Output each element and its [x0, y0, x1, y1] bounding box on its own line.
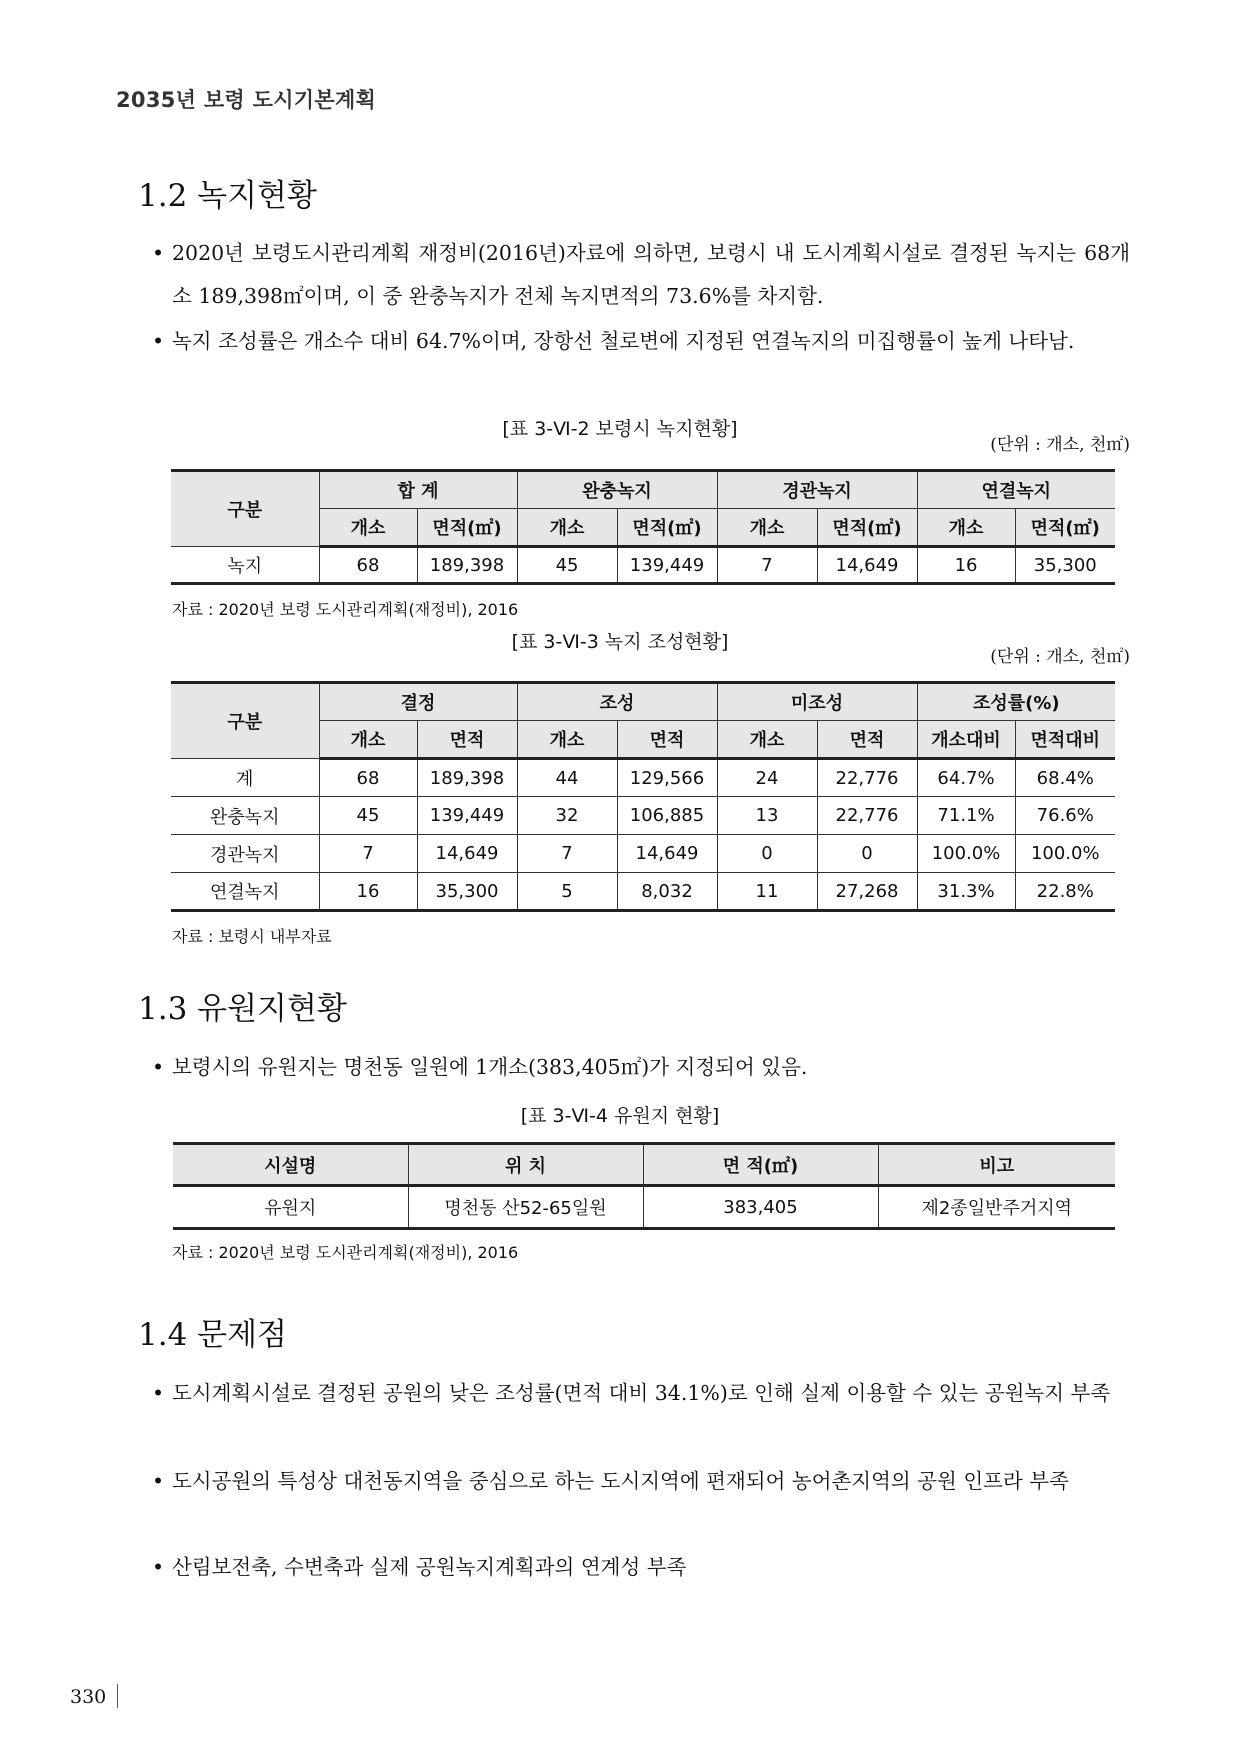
cell: 68 [319, 547, 417, 584]
cell: 45 [319, 797, 417, 835]
cell: 14,649 [417, 835, 517, 873]
bullet-1-2-2: • 녹지 조성률은 개소수 대비 64.7%이며, 장항선 철로변에 지정된 연결녹지의 미집행률이 높게 나타남. [152, 329, 1075, 353]
row-label: 경관녹지 [171, 835, 319, 873]
bullet-1-3-1: • 보령시의 유원지는 명천동 일원에 1개소(383,405㎡)가 지정되어 있음. [152, 1055, 808, 1079]
sub-header: 개소 [517, 509, 617, 547]
cell: 383,405 [643, 1186, 878, 1229]
cell: 7 [717, 547, 817, 584]
row-label: 계 [171, 759, 319, 797]
cell: 129,566 [617, 759, 717, 797]
cell: 32 [517, 797, 617, 835]
sub-header: 면적(㎡) [817, 509, 917, 547]
cell: 106,885 [617, 797, 717, 835]
col-header: 위 치 [408, 1144, 643, 1186]
cell: 22.8% [1015, 873, 1115, 911]
cell: 14,649 [617, 835, 717, 873]
sub-header: 개소 [319, 721, 417, 759]
section-title-1-3: 1.3 유원지현황 [138, 991, 347, 1027]
sub-header: 개소 [517, 721, 617, 759]
greenbelt-development-table [171, 681, 1115, 912]
table-row [171, 547, 1115, 584]
row-label: 완충녹지 [171, 797, 319, 835]
sub-header: 면적 [817, 721, 917, 759]
cell: 64.7% [917, 759, 1015, 797]
table-row [171, 759, 1115, 797]
group-header: 합 계 [319, 471, 517, 509]
cell: 7 [517, 835, 617, 873]
cell: 22,776 [817, 759, 917, 797]
cell: 13 [717, 797, 817, 835]
cell: 16 [917, 547, 1015, 584]
group-header: 연결녹지 [917, 471, 1115, 509]
cell: 68.4% [1015, 759, 1115, 797]
row-label: 연결녹지 [171, 873, 319, 911]
cell: 5 [517, 873, 617, 911]
col-header: 구분 [171, 683, 319, 759]
sub-header: 면적(㎡) [417, 509, 517, 547]
cell: 76.6% [1015, 797, 1115, 835]
sub-header: 면적 [417, 721, 517, 759]
cell: 189,398 [417, 759, 517, 797]
sub-header: 개소 [319, 509, 417, 547]
section-title-1-2: 1.2 녹지현황 [138, 178, 317, 214]
table1-unit: (단위 : 개소, 천㎡) [990, 435, 1130, 455]
cell: 31.3% [917, 873, 1015, 911]
table2-unit: (단위 : 개소, 천㎡) [990, 647, 1130, 667]
bullet-1-4-3: • 산림보전축, 수변축과 실제 공원녹지계획과의 연계성 부족 [152, 1555, 687, 1579]
sub-header: 개소 [917, 509, 1015, 547]
cell: 100.0% [917, 835, 1015, 873]
table2-caption: [표 3-Ⅵ-3 녹지 조성현황] [511, 631, 729, 653]
sub-header: 면적대비 [1015, 721, 1115, 759]
cell: 27,268 [817, 873, 917, 911]
table-row [171, 873, 1115, 911]
cell: 35,300 [417, 873, 517, 911]
cell: 71.1% [917, 797, 1015, 835]
cell: 45 [517, 547, 617, 584]
cell: 제2종일반주거지역 [878, 1186, 1115, 1229]
table-row [173, 1186, 1115, 1229]
page-number: 330 [70, 1686, 107, 1708]
cell: 22,776 [817, 797, 917, 835]
cell: 189,398 [417, 547, 517, 584]
running-header: 2035년 보령 도시기본계획 [116, 88, 377, 112]
col-header: 시설명 [173, 1144, 408, 1186]
bullet-1-4-1: • 도시계획시설로 결정된 공원의 낮은 조성률(면적 대비 34.1%)로 인해 실제 이용할 수 있는 공원녹지 부족 [152, 1381, 1111, 1405]
table3-source: 자료 : 2020년 보령 도시관리계획(재정비), 2016 [172, 1243, 519, 1262]
cell: 35,300 [1015, 547, 1115, 584]
cell: 16 [319, 873, 417, 911]
cell: 139,449 [417, 797, 517, 835]
col-header: 면 적(㎡) [643, 1144, 878, 1186]
sub-header: 면적(㎡) [617, 509, 717, 547]
group-header: 미조성 [717, 683, 917, 721]
sub-header: 개소 [717, 509, 817, 547]
table-row [171, 797, 1115, 835]
group-header: 완충녹지 [517, 471, 717, 509]
table-row [171, 835, 1115, 873]
table1-caption: [표 3-Ⅵ-2 보령시 녹지현황] [502, 418, 738, 440]
group-header: 조성 [517, 683, 717, 721]
cell: 7 [319, 835, 417, 873]
cell: 139,449 [617, 547, 717, 584]
sub-header: 면적 [617, 721, 717, 759]
group-header: 결정 [319, 683, 517, 721]
cell: 14,649 [817, 547, 917, 584]
cell: 68 [319, 759, 417, 797]
cell: 100.0% [1015, 835, 1115, 873]
cell: 24 [717, 759, 817, 797]
col-header: 비고 [878, 1144, 1115, 1186]
page-number-divider [117, 1684, 118, 1708]
col-header: 구분 [171, 471, 319, 547]
sub-header: 개소 [717, 721, 817, 759]
greenbelt-status-table [171, 469, 1115, 585]
cell: 0 [717, 835, 817, 873]
sub-header: 면적(㎡) [1015, 509, 1115, 547]
cell: 11 [717, 873, 817, 911]
group-header: 조성률(%) [917, 683, 1115, 721]
cell: 0 [817, 835, 917, 873]
table2-source: 자료 : 보령시 내부자료 [172, 927, 332, 946]
bullet-1-2-1: • 2020년 보령도시관리계획 재정비(2016년)자료에 의하면, 보령시 내 도시계획시설로 결정된 녹지는 68개소 189,398㎡이며, 이 중 완충녹지가 전체 녹지면적의 73.6%를 차지함. [152, 241, 1130, 308]
cell: 8,032 [617, 873, 717, 911]
table3-caption: [표 3-Ⅵ-4 유원지 현황] [520, 1105, 720, 1127]
sub-header: 개소대비 [917, 721, 1015, 759]
bullet-1-4-2: • 도시공원의 특성상 대천동지역을 중심으로 하는 도시지역에 편재되어 농어촌지역의 공원 인프라 부족 [152, 1469, 1069, 1493]
cell: 44 [517, 759, 617, 797]
resort-status-table [173, 1142, 1115, 1230]
table1-source: 자료 : 2020년 보령 도시관리계획(재정비), 2016 [172, 600, 519, 619]
group-header: 경관녹지 [717, 471, 917, 509]
cell: 명천동 산52-65일원 [408, 1186, 643, 1229]
section-title-1-4: 1.4 문제점 [138, 1317, 287, 1353]
cell: 유원지 [173, 1186, 408, 1229]
row-label: 녹지 [171, 547, 319, 584]
